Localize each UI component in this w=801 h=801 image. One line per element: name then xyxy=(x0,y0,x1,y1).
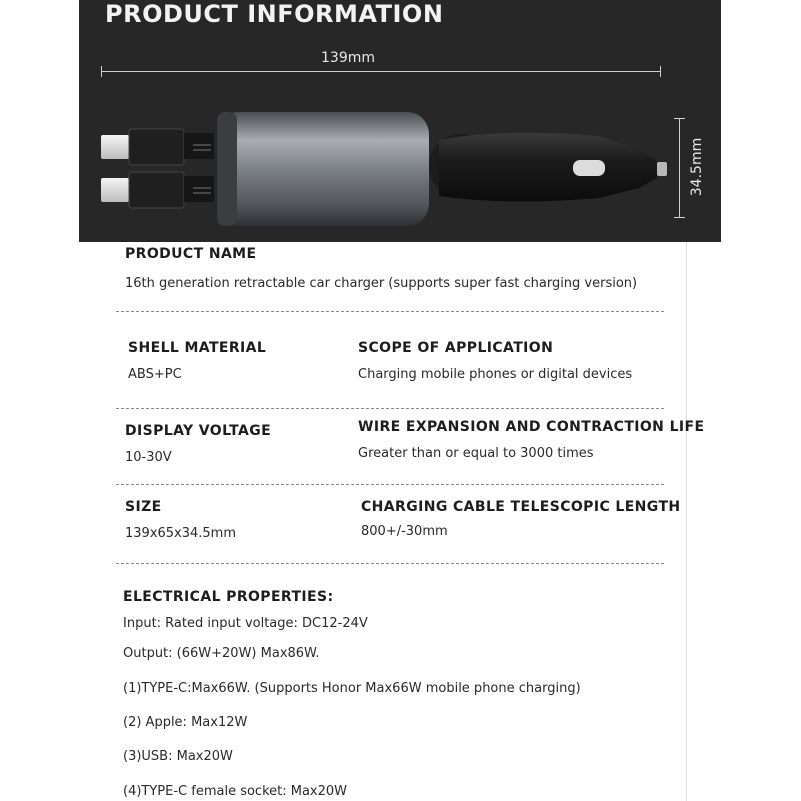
shell-material-label: SHELL MATERIAL xyxy=(128,340,267,356)
electrical-line: (1)TYPE-C:Max66W. (Supports Honor Max66W mobile phone charging) xyxy=(123,681,581,696)
size-value: 139x65x34.5mm xyxy=(125,526,237,541)
cable-length-value: 800+/-30mm xyxy=(361,524,448,539)
shell-material-value: ABS+PC xyxy=(128,367,182,382)
length-dimension-label: 139mm xyxy=(321,50,375,66)
wire-life-label: WIRE EXPANSION AND CONTRACTION LIFE xyxy=(358,419,705,435)
wire-life-value: Greater than or equal to 3000 times xyxy=(358,446,594,461)
height-dimension-label: 34.5mm xyxy=(689,137,705,197)
scope-value: Charging mobile phones or digital devices xyxy=(358,367,633,382)
scope-label: SCOPE OF APPLICATION xyxy=(358,340,554,356)
display-voltage-value: 10-30V xyxy=(125,450,172,465)
divider-2 xyxy=(116,408,664,409)
electrical-line: Output: (66W+20W) Max86W. xyxy=(123,646,320,661)
right-border-line xyxy=(686,242,687,801)
cable-length-label: CHARGING CABLE TELESCOPIC LENGTH xyxy=(361,499,681,515)
banner-title: PRODUCT INFORMATION xyxy=(105,0,444,28)
electrical-line: (2) Apple: Max12W xyxy=(123,715,248,730)
display-voltage-label: DISPLAY VOLTAGE xyxy=(125,423,272,439)
electrical-line: (3)USB: Max20W xyxy=(123,749,233,764)
divider-3 xyxy=(116,484,664,485)
divider-1 xyxy=(116,311,664,312)
car-charger-image xyxy=(79,0,721,242)
product-banner xyxy=(79,0,721,242)
electrical-properties-label: ELECTRICAL PROPERTIES: xyxy=(123,589,334,605)
product-name-value: 16th generation retractable car charger (supports super fast charging version) xyxy=(125,276,638,291)
electrical-line: (4)TYPE-C female socket: Max20W xyxy=(123,784,348,799)
size-label: SIZE xyxy=(125,499,162,515)
electrical-line: Input: Rated input voltage: DC12-24V xyxy=(123,616,368,631)
product-name-label: PRODUCT NAME xyxy=(125,246,257,262)
divider-4 xyxy=(116,563,664,564)
